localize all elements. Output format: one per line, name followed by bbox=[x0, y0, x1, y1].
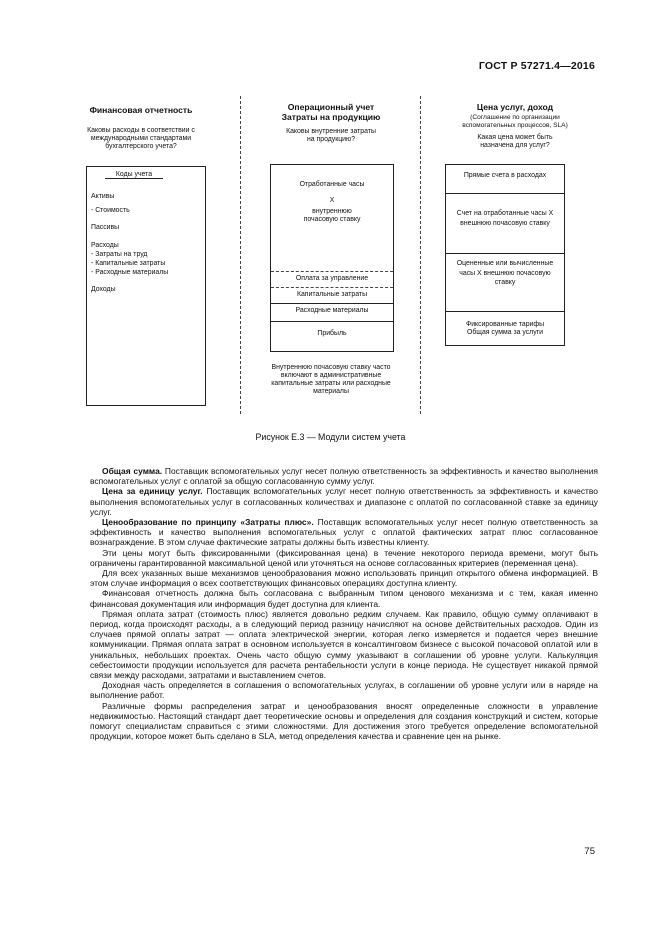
price-option: Счет на отработанные часы X внешнюю почасовую ставку bbox=[456, 210, 554, 227]
column-divider bbox=[420, 96, 421, 414]
price-question: Какая цена может быть назначена для услуг? bbox=[477, 134, 553, 149]
paragraph: Доходная часть определяется в соглашения о вспомогательных услугах, в соглашении об уровне услуги или в наряде на выполнение работ. bbox=[90, 680, 598, 701]
paragraph bbox=[90, 466, 598, 486]
ops-box-line: Отработанные часы bbox=[299, 181, 365, 188]
ops-segment: Расходные материалы bbox=[295, 307, 369, 314]
fin-box bbox=[86, 166, 206, 406]
price-option: Прямые счета в расходах bbox=[463, 172, 547, 179]
paragraph-lead: Ценообразование по принципу «Затраты плюс». bbox=[102, 517, 314, 528]
paragraph: Прямая оплата затрат (стоимость плюс) является довольно редким случаем. Как правило, общую сумму оплачивают в период, когда происходят расходы, а в следующий период разницу начисляют на основе действительных расходов. Один из случаев прямой оплаты затрат — оплата электрической энергии, которая легко измеряется и подается через внешние коммуникации. Прямая оплата затрат в основном используется в консалтинговом бизнесе с высокой почасовой оплатой или в уникальных, небольших проектах. Очень часто общую сумму указывают в соглашении об уровне услуги. Калькуляция себестоимости продукции используется для расчета рентабельности услуги в конце периода. Не существует никакой прямой связи между расходами, затратами и выставлением счетов. bbox=[90, 608, 598, 681]
standard-code: ГОСТ Р 57271.4—2016 bbox=[478, 60, 595, 72]
price-option: Фиксированные тарифы Общая сумма за услуги bbox=[465, 321, 545, 336]
fin-box-heading: Коды учета bbox=[105, 171, 163, 179]
paragraph: Финансовая отчетность должна быть согласована с выбранным типом ценового механизма и с тем, какая именно финансовая документация или информация будет доступна для клиента. bbox=[90, 588, 598, 609]
solid-divider bbox=[446, 253, 564, 254]
column-divider bbox=[240, 96, 241, 414]
fin-item: - Капитальные затраты bbox=[91, 260, 166, 267]
fin-item: Пассивы bbox=[91, 224, 120, 231]
fin-title: Финансовая отчетность bbox=[89, 105, 193, 115]
price-option: Оцененные или вычисленные часы X внешнюю почасовую ставку bbox=[456, 260, 554, 286]
ops-segment: Капитальные затраты bbox=[296, 291, 368, 298]
paragraph bbox=[90, 517, 598, 548]
ops-note: Внутреннюю почасовую ставку часто включают в административные капитальные затраты или расходные материалы bbox=[271, 364, 391, 395]
paragraph-text: Поставщик вспомогательных услуг несет полную ответственность за эффективность и качество выполнения вспомогательных услуг с оплатой фактических затрат плюс согласованное вознаграждение. В этом случае фактические затраты должны быть известны клиенту. bbox=[90, 517, 598, 548]
fin-item: - Стоимость bbox=[91, 207, 130, 214]
paragraph-lead: Общая сумма. bbox=[102, 466, 163, 476]
fin-column bbox=[72, 96, 210, 151]
page-number: 75 bbox=[584, 846, 595, 857]
ops-box-line: внутреннюю почасовую ставку bbox=[303, 208, 361, 223]
ops-question: Каковы внутренние затраты на продукцию? bbox=[286, 128, 376, 143]
figure-caption: Рисунок Е.3 — Модули систем учета bbox=[255, 432, 406, 442]
price-box bbox=[445, 164, 565, 346]
dashed-divider bbox=[271, 271, 393, 272]
paragraph-lead: Цена за единицу услуг. bbox=[102, 486, 203, 497]
body-text bbox=[90, 466, 598, 741]
ops-column bbox=[256, 96, 406, 144]
fin-question: Каковы расходы в соответствии с международными стандартами бухгалтерского учета? bbox=[87, 127, 195, 150]
ops-title: Операционный учет Затраты на продукцию bbox=[281, 102, 381, 122]
price-column bbox=[438, 96, 592, 150]
fin-item: - Затраты на труд bbox=[91, 251, 148, 258]
ops-note-wrap bbox=[256, 364, 406, 396]
price-title: Цена услуг, доход bbox=[476, 102, 554, 112]
paragraph-text: Поставщик вспомогательных услуг несет полную ответственность за эффективность и качество выполнения вспомогательных услуг в согласованных количествах и диапазоне с оплатой по согласованной ставке за единицу услуг. bbox=[90, 486, 598, 517]
dashed-divider bbox=[271, 287, 393, 288]
price-subtitle: (Соглашение по организации вспомогательных процессов, SLA) bbox=[462, 114, 568, 129]
fin-item: Доходы bbox=[91, 286, 116, 293]
ops-box bbox=[270, 164, 394, 352]
fin-item: Расходы bbox=[91, 242, 119, 249]
ops-segment: Прибыль bbox=[317, 330, 347, 337]
paragraph: Для всех указанных выше механизмов ценообразования можно использовать принцип открытого обмена информацией. В этом случае информация о всех соответствующих финансовых операциях доступна клиенту. bbox=[90, 568, 598, 589]
solid-divider bbox=[446, 311, 564, 312]
accounting-modules-figure bbox=[72, 96, 592, 436]
paragraph: Различные формы распределения затрат и ценообразования вносят определенные сложности в управление недвижимостью. Настоящий стандарт дает теоретические основы и определения для создания конструкций и систем, которые помогут специалистам справиться с этими сложностями. Для достижения этого требуется определение вспомогательной продукции, которое может быть сделано в SLA, метод определения качества и сравнение цен на рынке. bbox=[90, 700, 598, 742]
ops-box-line: X bbox=[329, 197, 335, 204]
paragraph-text: Поставщик вспомогательных услуг несет полную ответственность за эффективность и качество выполнения вспомогательных услуг с оплатой за общую согласованную сумму услуг. bbox=[90, 466, 598, 487]
paragraph bbox=[90, 486, 598, 517]
ops-segment: Оплата за управление bbox=[295, 275, 369, 282]
solid-divider bbox=[271, 303, 393, 304]
fin-item: - Расходные материалы bbox=[91, 269, 169, 276]
solid-divider bbox=[271, 321, 393, 322]
paragraph: Эти цены могут быть фиксированными (фиксированная цена) в течение некоторого периода времени, могут быть ограничены гарантированной максимальной ценой или уточняться на основе согласованных критериев (переменная цена). bbox=[90, 547, 598, 568]
solid-divider bbox=[446, 193, 564, 194]
fin-item: Активы bbox=[91, 193, 115, 200]
